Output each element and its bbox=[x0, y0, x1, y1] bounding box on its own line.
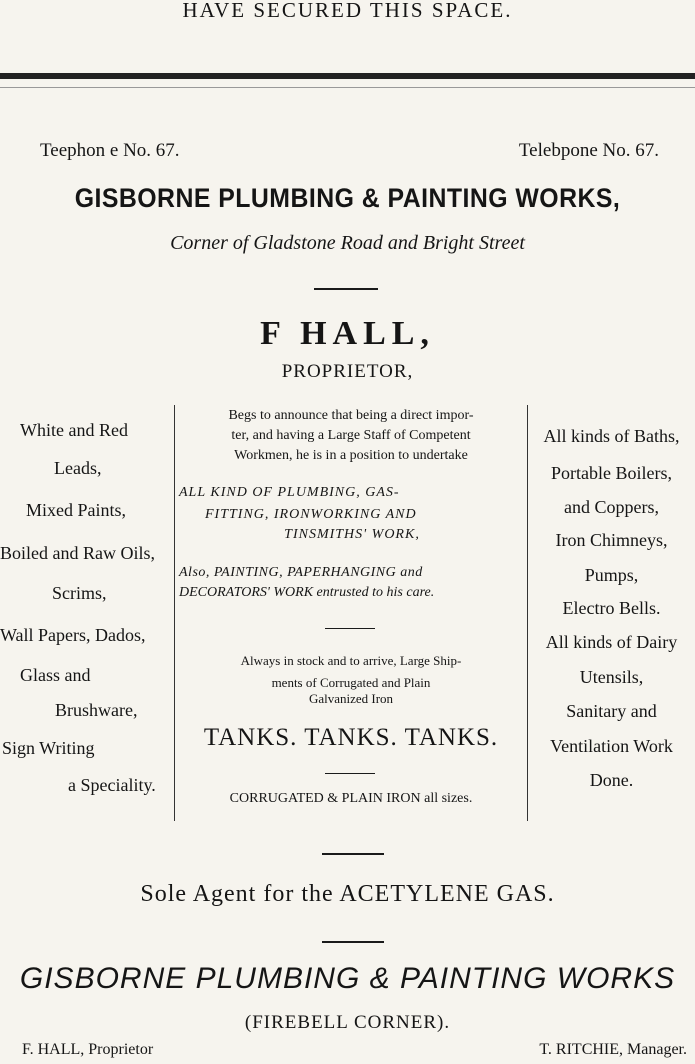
plumbing-line: TINSMITHS' WORK, bbox=[284, 527, 420, 542]
left-item: a Speciality. bbox=[68, 775, 156, 795]
top-notice: HAVE SECURED THIS SPACE. bbox=[182, 0, 513, 22]
right-column bbox=[528, 420, 695, 820]
footer-proprietor: F. HALL, Proprietor bbox=[22, 1041, 154, 1058]
thin-divider bbox=[0, 87, 695, 88]
intro-line: Begs to announce that being a direct impor- bbox=[228, 408, 474, 423]
agent-notice: Sole Agent for the ACETYLENE GAS. bbox=[140, 881, 555, 907]
left-item: Scrims, bbox=[52, 583, 107, 603]
right-item: Pumps, bbox=[584, 565, 639, 585]
intro-line: Workmen, he is in a position to undertake bbox=[234, 448, 468, 463]
intro-line: ter, and having a Large Staff of Competent bbox=[231, 428, 471, 443]
left-item: Brushware, bbox=[55, 700, 138, 720]
footer-title: GISBORNE PLUMBING & PAINTING WORKS bbox=[19, 962, 676, 995]
address: Corner of Gladstone Road and Bright Street bbox=[170, 232, 525, 254]
painting-line: Also, PAINTING, PAPERHANGING and bbox=[179, 565, 423, 580]
right-item: Iron Chimneys, bbox=[555, 530, 668, 550]
short-rule bbox=[314, 288, 378, 290]
left-item: Sign Writing bbox=[2, 738, 95, 758]
left-column bbox=[0, 412, 174, 812]
left-item: Mixed Paints, bbox=[26, 500, 127, 520]
right-item: All kinds of Baths, bbox=[543, 426, 680, 446]
right-item: Done. bbox=[589, 770, 634, 790]
right-item: Sanitary and bbox=[566, 701, 657, 721]
right-item: and Coppers, bbox=[564, 497, 659, 517]
short-rule bbox=[325, 628, 375, 629]
left-item: Boiled and Raw Oils, bbox=[0, 543, 155, 563]
column-divider-left bbox=[174, 405, 175, 821]
right-item: Electro Bells. bbox=[562, 598, 661, 618]
left-item: White and Red bbox=[20, 420, 128, 440]
telephone-left: Teephon e No. 67. bbox=[40, 140, 180, 161]
right-item: All kinds of Dairy bbox=[545, 632, 678, 652]
plumbing-line: FITTING, IRONWORKING AND bbox=[205, 507, 417, 522]
short-rule bbox=[322, 941, 384, 943]
tanks-heading: TANKS. TANKS. TANKS. bbox=[203, 724, 499, 751]
proprietor-label: PROPRIETOR, bbox=[281, 361, 414, 382]
stock-line: Always in stock and to arrive, Large Ship- bbox=[240, 653, 462, 668]
stock-line: Galvanized Iron bbox=[308, 691, 394, 706]
short-rule bbox=[325, 773, 375, 774]
stock-line: ments of Corrugated and Plain bbox=[271, 675, 431, 690]
left-item: Wall Papers, Dados, bbox=[0, 625, 146, 645]
heavy-divider bbox=[0, 73, 695, 79]
left-item: Leads, bbox=[54, 458, 102, 478]
right-item: Ventilation Work bbox=[550, 736, 673, 756]
footer-manager: T. RITCHIE, Manager. bbox=[539, 1041, 687, 1058]
painting-line: DECORATORS' WORK entrusted to his care. bbox=[179, 585, 435, 600]
left-item: Glass and bbox=[20, 665, 91, 685]
business-name: GISBORNE PLUMBING & PAINTING WORKS, bbox=[74, 183, 621, 213]
plumbing-line: ALL KIND OF PLUMBING, GAS- bbox=[179, 485, 400, 500]
short-rule bbox=[322, 853, 384, 855]
telephone-right: Telebpone No. 67. bbox=[518, 140, 659, 161]
footer-location: (FIREBELL CORNER). bbox=[244, 1012, 451, 1033]
right-item: Utensils, bbox=[579, 667, 644, 687]
corrugated-line: CORRUGATED & PLAIN IRON all sizes. bbox=[229, 791, 473, 806]
right-item: Portable Boilers, bbox=[551, 463, 672, 483]
proprietor-name: F HALL, bbox=[260, 315, 435, 352]
